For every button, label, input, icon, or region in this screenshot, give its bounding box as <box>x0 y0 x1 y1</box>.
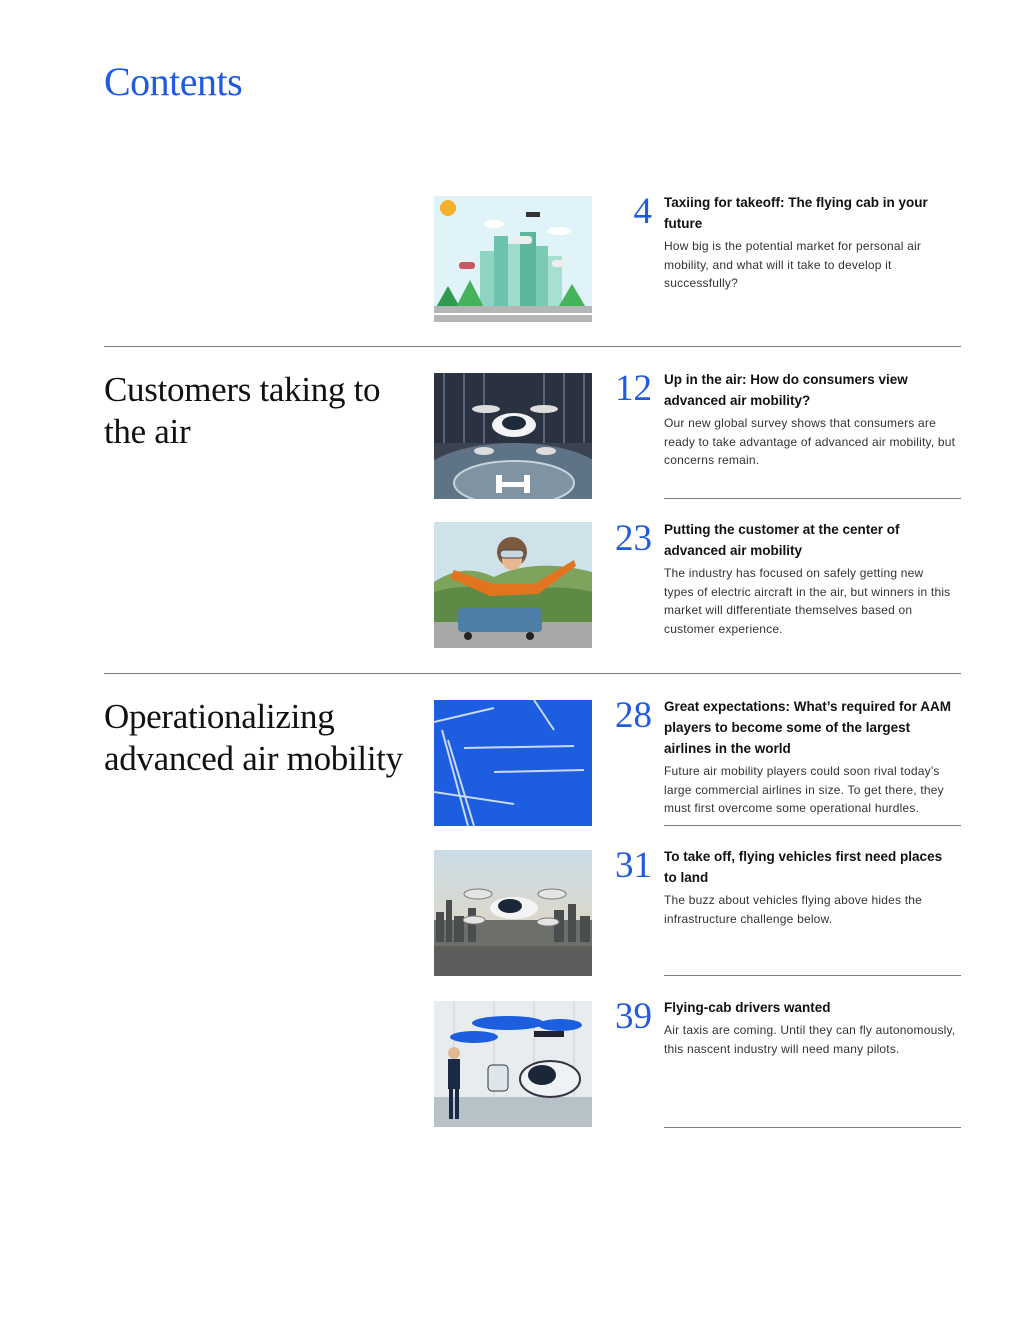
entry-divider <box>664 825 961 826</box>
page-title: Contents <box>104 59 243 104</box>
entry-thumbnail-helipad-photo[interactable] <box>434 373 592 499</box>
toc-entry[interactable] <box>664 696 956 818</box>
contrails-sky-icon <box>434 700 592 826</box>
entry-title[interactable]: To take off, flying vehicles first need places to land <box>664 849 943 885</box>
entry-title[interactable]: Flying-cab drivers wanted <box>664 1000 831 1015</box>
section-divider <box>104 346 961 347</box>
toc-entry[interactable] <box>664 369 956 470</box>
entry-description: Future air mobility players could soon rival today’s large commercial airlines in size. To get there, they must first overcome some operational hurdles. <box>664 764 944 815</box>
section-divider <box>104 673 961 674</box>
air-taxi-helipad-icon <box>434 373 592 499</box>
toc-entry[interactable] <box>664 997 956 1058</box>
entry-divider <box>664 1127 961 1128</box>
page-number: 28 <box>615 695 652 736</box>
entry-description: The industry has focused on safely getting new types of electric aircraft in the air, but winners in this market will differentiate themselves based on customer experience. <box>664 566 951 636</box>
page-number: 23 <box>615 518 652 559</box>
entry-divider <box>664 498 961 499</box>
page-number: 39 <box>615 996 652 1037</box>
entry-description: Air taxis are coming. Until they can fly autonomously, this nascent industry will need many pilots. <box>664 1023 956 1056</box>
entry-title[interactable]: Great expectations: What’s required for AAM players to become some of the largest airlines in the world <box>664 699 952 756</box>
drone-over-city-icon <box>434 850 592 976</box>
entry-thumbnail-skyline-photo[interactable] <box>434 850 592 976</box>
toc-entry[interactable] <box>664 846 956 928</box>
entry-description: Our new global survey shows that consumers are ready to take advantage of advanced air mobility, but concerns remain. <box>664 416 956 467</box>
section-title: Operationalizing advanced air mobility <box>104 697 403 778</box>
entry-thumbnail-child-photo[interactable] <box>434 522 592 648</box>
entry-thumbnail-city-illustration[interactable] <box>434 196 592 322</box>
page-number: 12 <box>615 368 652 409</box>
entry-title[interactable]: Taxiing for takeoff: The flying cab in your future <box>664 195 928 231</box>
toc-entry[interactable] <box>664 519 956 638</box>
city-flying-cabs-icon <box>434 196 592 322</box>
entry-thumbnail-pilot-illustration[interactable] <box>434 1001 592 1127</box>
toc-entry[interactable] <box>664 192 956 293</box>
entry-title[interactable]: Putting the customer at the center of advanced air mobility <box>664 522 900 558</box>
page-number: 4 <box>633 191 652 232</box>
entry-description: The buzz about vehicles flying above hides the infrastructure challenge below. <box>664 893 923 926</box>
entry-thumbnail-contrails-photo[interactable] <box>434 700 592 826</box>
page-number: 31 <box>615 845 652 886</box>
entry-description: How big is the potential market for personal air mobility, and what will it take to develop it successfully? <box>664 239 922 290</box>
entry-divider <box>664 975 961 976</box>
entry-title[interactable]: Up in the air: How do consumers view advanced air mobility? <box>664 372 908 408</box>
pilot-air-taxi-icon <box>434 1001 592 1127</box>
section-title: Customers taking to the air <box>104 370 381 451</box>
child-aviator-icon <box>434 522 592 648</box>
